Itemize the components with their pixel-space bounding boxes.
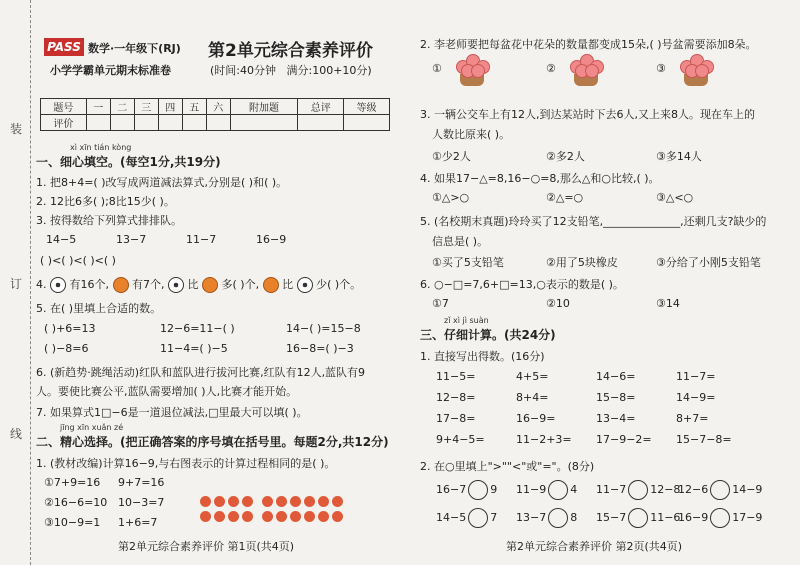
expression: 13−7 <box>116 233 147 246</box>
compare-left: 15−7 <box>596 511 627 524</box>
question-text: 7. 如果算式1□−6是一道退位减法,□里最大可以填( )。 <box>36 406 308 419</box>
score-text: 满分:100+10分) <box>286 64 372 77</box>
expression: ( )+6=13 <box>44 322 96 335</box>
answer-circle[interactable] <box>548 480 568 500</box>
calc-item[interactable]: 16−9= <box>516 412 556 425</box>
calc-item[interactable]: 4+5= <box>516 370 549 383</box>
table-cell: 五 <box>182 99 206 115</box>
time-info <box>210 62 372 78</box>
apple-icon <box>276 496 287 507</box>
apples-illustration <box>200 494 350 526</box>
question-text: 6. ○−□=7,6+□=13,○表示的数是( )。 <box>420 278 624 291</box>
question-text: 有7个, <box>132 278 165 291</box>
compare-left: 16−9 <box>678 511 709 524</box>
expression: 11−7 <box>186 233 217 246</box>
expression: 14−( )=15−8 <box>286 322 361 335</box>
score-cell[interactable] <box>110 115 134 131</box>
option[interactable]: ①△>○ <box>432 191 470 204</box>
apple-icon <box>228 511 239 522</box>
score-cell[interactable] <box>230 115 298 131</box>
calc-item[interactable]: 17−9−2= <box>596 433 652 446</box>
apple-icon <box>332 511 343 522</box>
series-label: 小学学霸单元期末标准卷 <box>50 64 171 77</box>
section-heading: 一、细心填空。(每空1分,共19分) <box>36 155 221 169</box>
answer-circle[interactable] <box>468 508 488 528</box>
compare-left: 13−7 <box>516 511 547 524</box>
calc-item[interactable]: 14−9= <box>676 391 716 404</box>
question-text: 少( )个。 <box>316 278 362 291</box>
option[interactable]: ②16−6=10 <box>44 496 108 509</box>
table-cell: 等级 <box>344 99 390 115</box>
apple-icon <box>332 496 343 507</box>
calc-item[interactable]: 15−8= <box>596 391 636 404</box>
compare-right: 11−6 <box>650 511 681 524</box>
flower-pot-icon <box>450 52 494 88</box>
compare-item <box>596 508 680 528</box>
answer-circle[interactable] <box>710 508 730 528</box>
soccer-ball-icon <box>168 277 184 293</box>
question-text: 5. (名校期末真题)玲玲买了12支铅笔,______________,还剩几支?缺少的 <box>420 215 767 228</box>
binding-label: 订 <box>10 277 23 291</box>
calc-item[interactable]: 14−6= <box>596 370 636 383</box>
flower-pot-icon <box>564 52 608 88</box>
compare-item <box>596 480 680 500</box>
compare-item <box>436 480 497 500</box>
apple-icon <box>242 496 253 507</box>
expression: 16−9 <box>256 233 287 246</box>
answer-circle[interactable] <box>628 480 648 500</box>
compare-right: 7 <box>490 511 498 524</box>
compare-left: 14−5 <box>436 511 467 524</box>
expression: ( )−8=6 <box>44 342 89 355</box>
apple-icon <box>200 511 211 522</box>
calc-item[interactable]: 11−5= <box>436 370 476 383</box>
compare-right: 17−9 <box>732 511 763 524</box>
question-text: 1. 把8+4=( )改写成两道减法算式,分别是( )和( )。 <box>36 176 288 189</box>
apple-icon <box>290 496 301 507</box>
expression: 11−4=( )−5 <box>160 342 228 355</box>
apple-icon <box>200 496 211 507</box>
calc-item[interactable]: 15−7−8= <box>676 433 732 446</box>
flower-icon <box>695 64 709 78</box>
calc-item[interactable]: 8+4= <box>516 391 549 404</box>
flower-pot-icon <box>674 52 718 88</box>
question-text: 多( )个, <box>221 278 260 291</box>
answer-circle[interactable] <box>468 480 488 500</box>
option[interactable]: ① <box>432 62 442 75</box>
compare-item <box>678 508 762 528</box>
option[interactable]: ②多2人 <box>546 150 585 163</box>
question-text: 5. 在( )里填上合适的数。 <box>36 302 162 315</box>
compare-right: 12−8 <box>650 483 681 496</box>
option-line: 9+7=16 <box>118 476 165 489</box>
score-cell[interactable] <box>134 115 158 131</box>
table-cell: 二 <box>110 99 134 115</box>
compare-right: 4 <box>570 483 578 496</box>
table-row <box>41 115 390 131</box>
option[interactable]: ①7 <box>432 297 449 310</box>
soccer-ball-icon <box>50 277 66 293</box>
table-cell: 评价 <box>41 115 87 131</box>
calc-item[interactable]: 11−2+3= <box>516 433 572 446</box>
table-cell: 题号 <box>41 99 87 115</box>
apple-icon <box>242 511 253 522</box>
question-text: 人。要使比赛公平,蓝队需要增加( )人,比赛才能开始。 <box>36 385 298 398</box>
score-cell[interactable] <box>206 115 230 131</box>
answer-circle[interactable] <box>548 508 568 528</box>
option[interactable]: ③10−9=1 <box>44 516 101 529</box>
compare-left: 12−6 <box>678 483 709 496</box>
score-cell[interactable] <box>182 115 206 131</box>
table-cell: 三 <box>134 99 158 115</box>
option[interactable]: ②用了5块橡皮 <box>546 256 618 269</box>
apple-icon <box>228 496 239 507</box>
question-text: 2. 在○里填上">""<"或"="。(8分) <box>420 460 595 473</box>
question-text: 6. (新趋势·跳绳活动)红队和蓝队进行拔河比赛,红队有12人,蓝队有9 <box>36 366 366 379</box>
apple-icon <box>214 496 225 507</box>
calc-item[interactable]: 13−4= <box>596 412 636 425</box>
option[interactable]: ①7+9=16 <box>44 476 101 489</box>
option[interactable]: ②△=○ <box>546 191 584 204</box>
score-table <box>40 98 390 131</box>
compare-left: 11−9 <box>516 483 547 496</box>
question-text: 1. (教材改编)计算16−9,与右图表示的计算过程相同的是( )。 <box>36 457 336 470</box>
question-text: 信息是( )。 <box>432 235 489 248</box>
question-text: 人数比原来( )。 <box>432 128 511 141</box>
option-line: 10−3=7 <box>118 496 165 509</box>
subject-label: 数学·一年级下(RJ) <box>88 42 181 55</box>
option[interactable]: ①买了5支铅笔 <box>432 256 504 269</box>
option[interactable]: ③分给了小刚5支铅笔 <box>656 256 761 269</box>
question-text: 1. 直接写出得数。(16分) <box>420 350 545 363</box>
answer-order: ( )<( )<( )<( ) <box>40 254 116 267</box>
soccer-ball-icon <box>297 277 313 293</box>
calc-item[interactable]: 17−8= <box>436 412 476 425</box>
table-cell: 六 <box>206 99 230 115</box>
option-line: 1+6=7 <box>118 516 158 529</box>
score-cell[interactable] <box>86 115 110 131</box>
compare-item <box>436 508 497 528</box>
table-cell: 总评 <box>298 99 344 115</box>
expression: 12−6=11−( ) <box>160 322 235 335</box>
apple-icon <box>262 511 273 522</box>
question-text: 3. 按得数给下列算式排排队。 <box>36 214 182 227</box>
expression: 16−8=( )−3 <box>286 342 354 355</box>
option[interactable]: ③△<○ <box>656 191 694 204</box>
calc-item[interactable]: 8+7= <box>676 412 709 425</box>
question-text: 3. 一辆公交车上有12人,到达某站时下去6人,又上来8人。现在车上的 <box>420 108 755 121</box>
compare-item <box>516 508 577 528</box>
option[interactable]: ② <box>546 62 556 75</box>
calc-item[interactable]: 9+4−5= <box>436 433 485 446</box>
score-cell[interactable] <box>344 115 390 131</box>
option[interactable]: ③14 <box>656 297 680 310</box>
question-text: 有16个, <box>69 278 109 291</box>
section-pinyin: jīng xīn xuǎn zé <box>60 423 124 432</box>
compare-left: 11−7 <box>596 483 627 496</box>
section-pinyin: xì xīn tián kòng <box>70 143 132 152</box>
compare-right: 14−9 <box>732 483 763 496</box>
apple-icon <box>304 496 315 507</box>
compare-left: 16−7 <box>436 483 467 496</box>
apple-icon <box>214 511 225 522</box>
section-pinyin: zǐ xì jì suàn <box>444 316 489 325</box>
apple-icon <box>290 511 301 522</box>
answer-circle[interactable] <box>628 508 648 528</box>
page-footer: 第2单元综合素养评价 第2页(共4页) <box>506 540 683 553</box>
apple-icon <box>318 496 329 507</box>
apple-icon <box>318 511 329 522</box>
option[interactable]: ③ <box>656 62 666 75</box>
binding-margin <box>0 0 31 565</box>
table-row <box>41 99 390 115</box>
question-text: 4. 如果17−△=8,16−○=8,那么△和○比较,( )。 <box>420 172 660 185</box>
page-title: 第2单元综合素养评价 <box>208 41 373 61</box>
basketball-icon <box>263 277 279 293</box>
binding-label: 装 <box>10 122 23 136</box>
option[interactable]: ②10 <box>546 297 570 310</box>
question-text: 比 <box>187 278 199 291</box>
table-cell: 四 <box>158 99 182 115</box>
compare-right: 8 <box>570 511 578 524</box>
time-text: (时间:40分钟 <box>210 64 276 77</box>
compare-item <box>678 480 762 500</box>
basketball-icon <box>113 277 129 293</box>
calc-item[interactable]: 12−8= <box>436 391 476 404</box>
compare-right: 9 <box>490 483 498 496</box>
basketball-icon <box>202 277 218 293</box>
option[interactable]: ①少2人 <box>432 150 471 163</box>
score-cell[interactable] <box>298 115 344 131</box>
section-heading: 三、仔细计算。(共24分) <box>420 328 556 342</box>
option[interactable]: ③多14人 <box>656 150 702 163</box>
apple-icon <box>304 511 315 522</box>
page-footer: 第2单元综合素养评价 第1页(共4页) <box>118 540 295 553</box>
calc-item[interactable]: 11−7= <box>676 370 716 383</box>
section-heading: 二、精心选择。(把正确答案的序号填在括号里。每题2分,共12分) <box>36 435 389 449</box>
question-text <box>36 276 361 293</box>
flower-icon <box>585 64 599 78</box>
question-number: 4. <box>36 278 47 291</box>
expression: 14−5 <box>46 233 77 246</box>
compare-item <box>516 480 577 500</box>
score-cell[interactable] <box>158 115 182 131</box>
table-cell: 一 <box>86 99 110 115</box>
table-cell: 附加题 <box>230 99 298 115</box>
binding-label: 线 <box>10 427 23 441</box>
question-text: 2. 12比6多( );8比15少( )。 <box>36 195 175 208</box>
pass-logo: PASS <box>44 38 84 56</box>
apple-icon <box>262 496 273 507</box>
question-text: 比 <box>282 278 294 291</box>
question-text: 2. 李老师要把每盆花中花朵的数量都变成15朵,( )号盆需要添加8朵。 <box>420 38 757 51</box>
answer-circle[interactable] <box>710 480 730 500</box>
apple-icon <box>276 511 287 522</box>
flower-icon <box>471 64 485 78</box>
